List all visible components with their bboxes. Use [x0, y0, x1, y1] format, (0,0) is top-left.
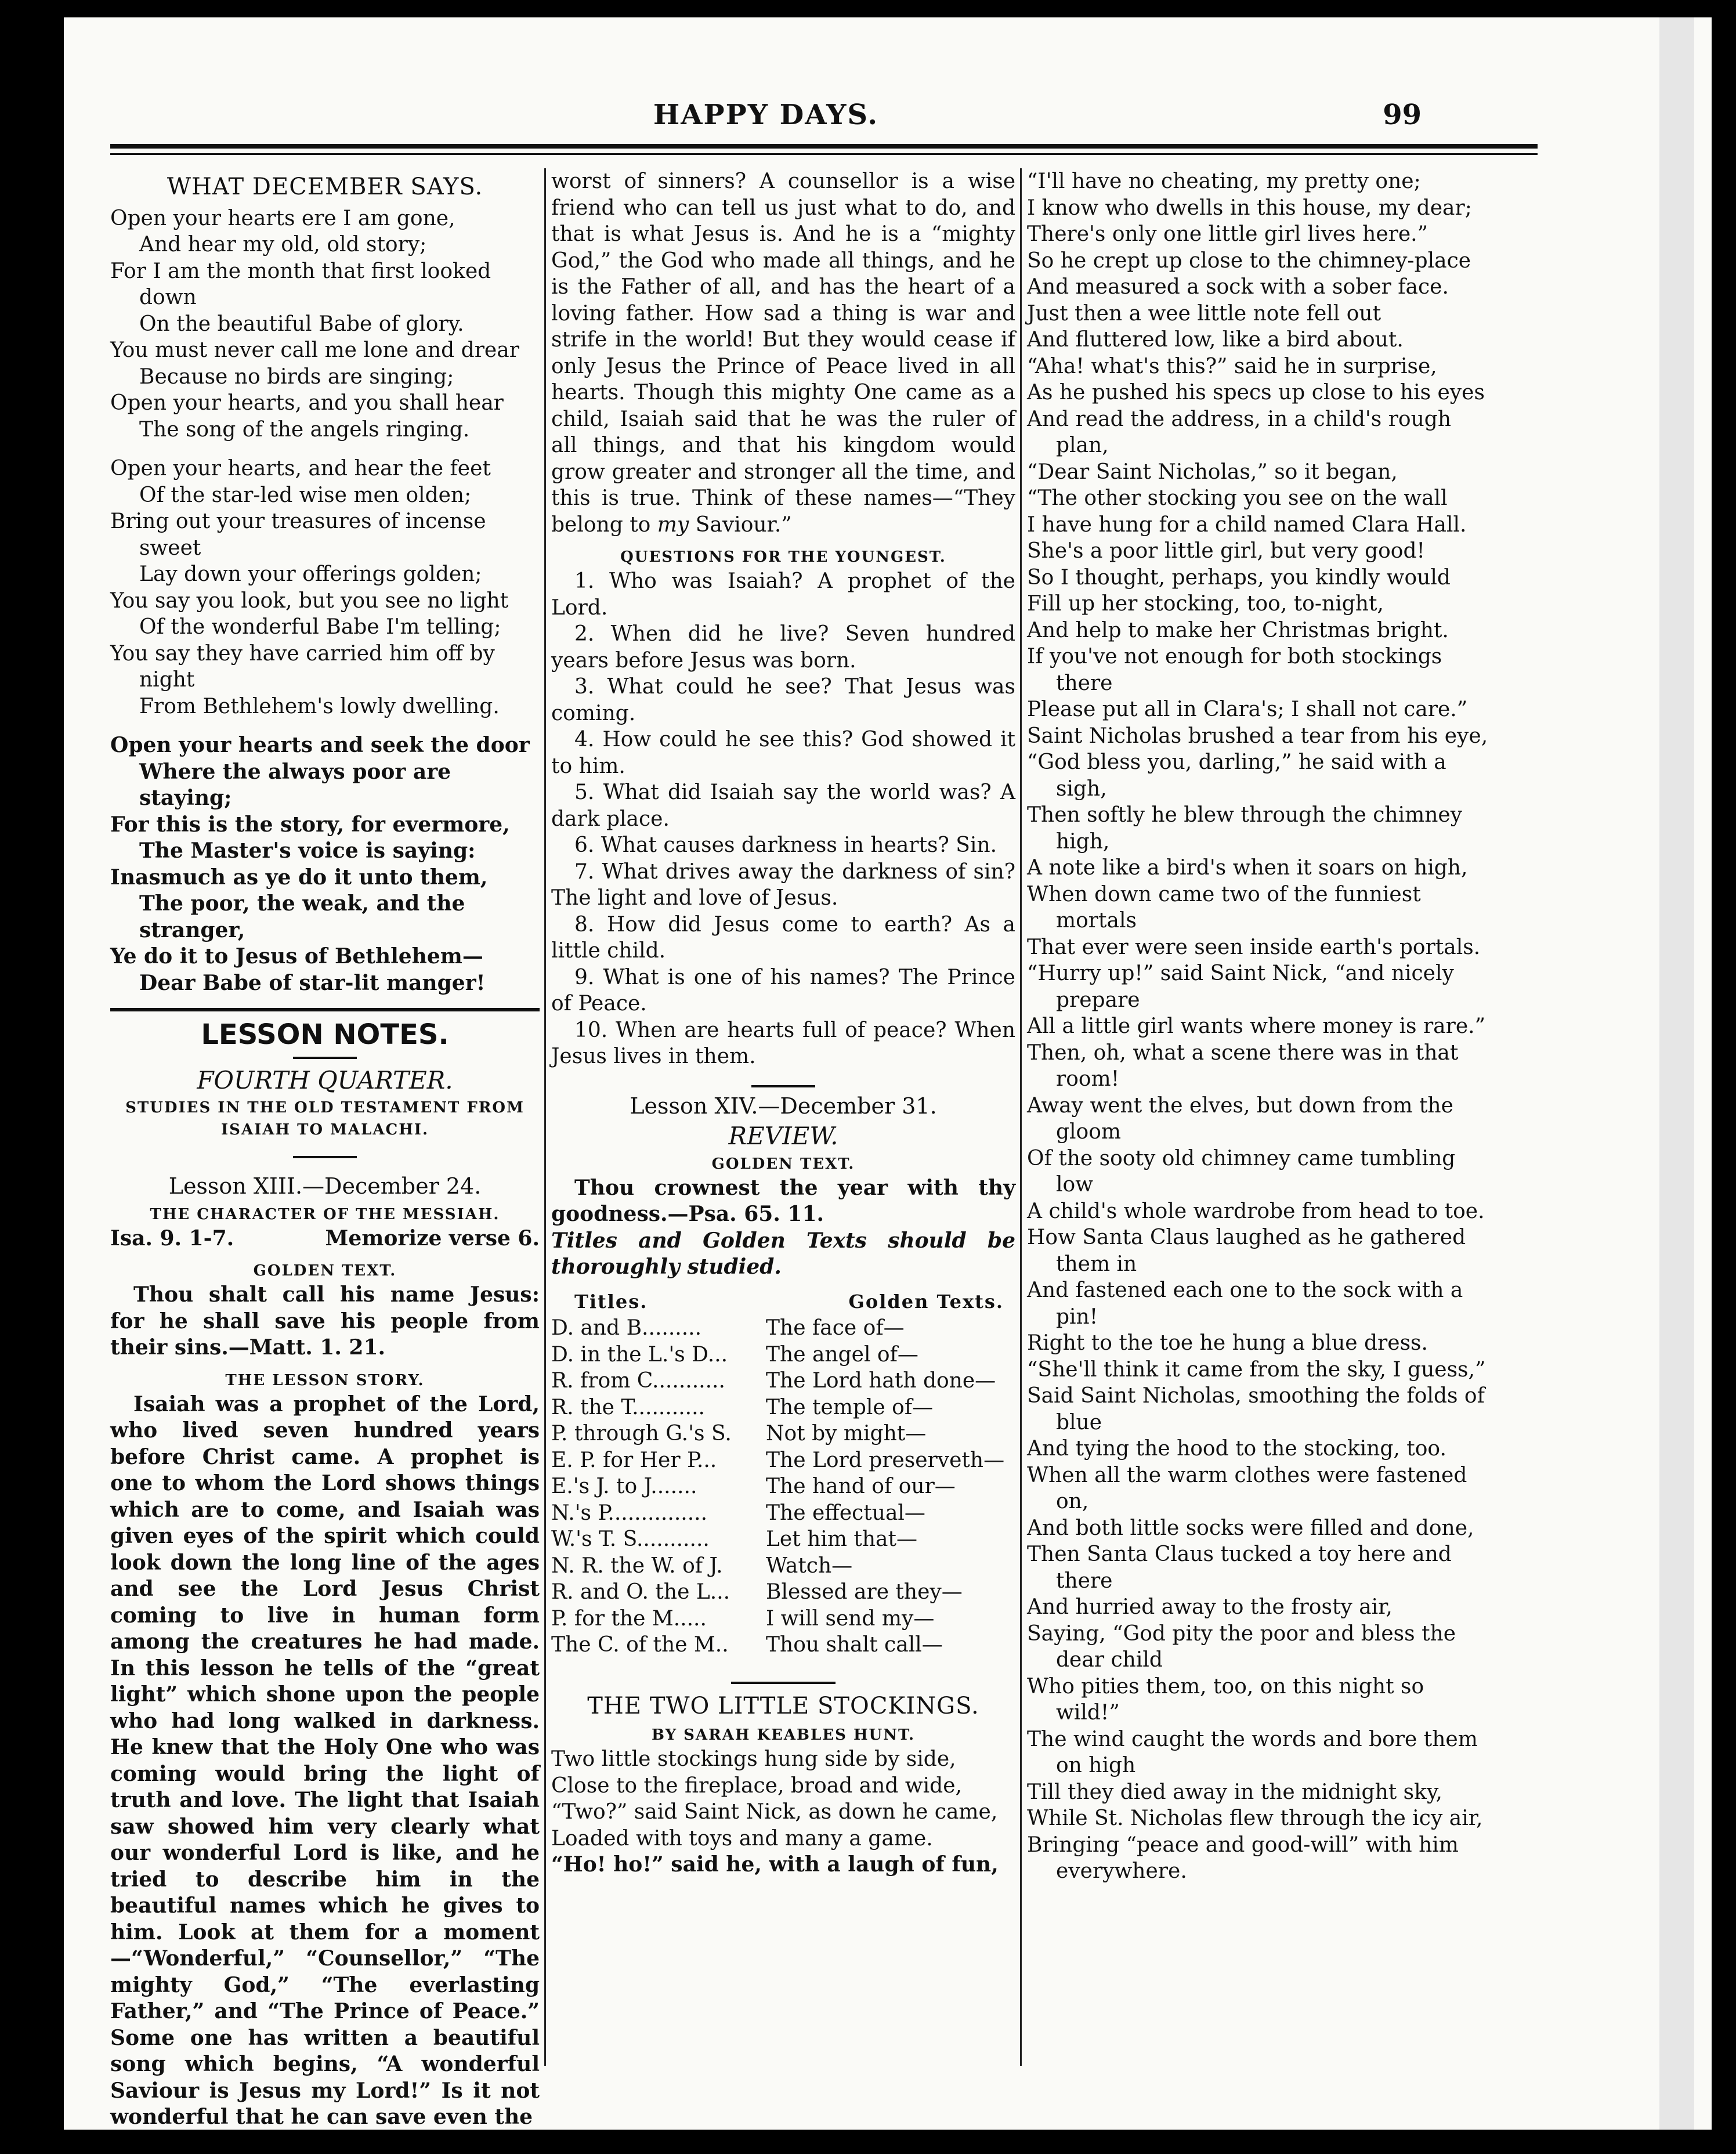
- titles-table-row: [551, 1394, 1015, 1421]
- title-cell: D. in the L.'s D...: [551, 1342, 728, 1367]
- story-cont-italic: my: [657, 512, 689, 537]
- running-title: HAPPY DAYS.: [653, 99, 879, 131]
- question-item: 4. How could he see this? God showed it to him.: [551, 728, 1015, 778]
- poem-line: If you've not enough for both stockings there: [1027, 645, 1442, 695]
- titles-table-row: [551, 1526, 1015, 1553]
- titles-table-head: [551, 1289, 1015, 1315]
- golden-text-cell: The Lord preserveth—: [766, 1448, 1005, 1472]
- poem-line: Lay down your offerings golden;: [139, 562, 482, 586]
- poem-line: Away went the elves, but down from the gloom: [1027, 1093, 1453, 1144]
- story-cont-text: worst of sinners? A counsellor is a wise friend who can tell us just what to do, and that is what Jesus is. And he is a “mighty God,” the God who made all things, and he is the Father of all, and has the heart of a loving father. How sad a thing is war and strife in the world! But they would cease if only Jesus the Prince of Peace lived in all hearts. Though this mighty One came as a child, Isaiah said that he was the ruler of all things, and that his kingdom would grow greater and stronger all the time, and this is true. Think of these names—“They belong to: [551, 169, 1015, 537]
- poem-line: When down came two of the funniest mortals: [1027, 882, 1421, 933]
- study-note: Titles and Golden Texts should be thoroughly studied.: [551, 1228, 1015, 1279]
- poem-line: As he pushed his specs up close to his eyes: [1027, 381, 1485, 404]
- page-edge: [1659, 17, 1694, 2130]
- titles-table-row: [551, 1579, 1015, 1606]
- poem-line: So I thought, perhaps, you kindly would: [1027, 565, 1451, 590]
- poem-line: There's only one little girl lives here.”: [1027, 222, 1428, 246]
- poem-line: Of the star-led wise men olden;: [139, 483, 472, 507]
- poem-line: From Bethlehem's lowly dwelling.: [139, 694, 500, 718]
- titles-table-row: [551, 1632, 1015, 1658]
- question-item: 6. What causes darkness in hearts? Sin.: [574, 833, 997, 857]
- poem-line: Bringing “peace and good-will” with him everywhere.: [1027, 1833, 1459, 1883]
- titles-table-row: [551, 1473, 1015, 1500]
- poem-stanzas: [110, 205, 540, 997]
- poem-line: Dear Babe of star-lit manger!: [139, 970, 486, 995]
- poem-line: I have hung for a child named Clara Hall.: [1027, 512, 1467, 537]
- poem-line: For I am the month that first looked down: [110, 259, 491, 309]
- question-item: 8. How did Jesus come to earth? As a little child.: [551, 912, 1015, 963]
- lesson-subject: THE CHARACTER OF THE MESSIAH.: [150, 1205, 500, 1223]
- title-cell: N.'s P...............: [551, 1501, 708, 1525]
- golden-text-cell: The Lord hath done—: [766, 1369, 996, 1393]
- studies-subtitle: STUDIES IN THE OLD TESTAMENT FROM ISAIAH TO MALACHI.: [125, 1099, 525, 1139]
- title-cell: R. the T...........: [551, 1395, 705, 1419]
- column-divider: [1020, 168, 1022, 2066]
- golden-text-cell: Not by might—: [766, 1422, 927, 1445]
- titles-table-row: [551, 1447, 1015, 1474]
- question-item: 2. When did he live? Seven hundred years before Jesus was born.: [551, 622, 1015, 673]
- questions-list: [551, 568, 1015, 1070]
- poem-line: A child's whole wardrobe from head to toe.: [1027, 1199, 1485, 1223]
- poem-line: Where the always poor are staying;: [139, 759, 451, 810]
- poem-line: Two little stockings hung side by side,: [551, 1747, 956, 1771]
- poem-line: And fluttered low, like a bird about.: [1027, 328, 1404, 352]
- poem-line: Close to the fireplace, broad and wide,: [551, 1773, 962, 1798]
- title-cell: E. P. for Her P...: [551, 1448, 717, 1472]
- poem-line: Bring out your treasures of incense sweet: [110, 509, 486, 560]
- poem-line: And both little socks were filled and done,: [1027, 1516, 1474, 1540]
- poem-line: You say they have carried him off by night: [110, 641, 495, 692]
- golden-text-cell: Let him that—: [766, 1527, 917, 1551]
- question-item: 3. What could he see? That Jesus was coming.: [551, 675, 1015, 725]
- poem-line: She's a poor little girl, but very good!: [1027, 539, 1425, 563]
- poem-line: Ye do it to Jesus of Bethlehem—: [110, 944, 483, 968]
- poem-line: Loaded with toys and many a game.: [551, 1826, 933, 1851]
- poem-line: And fastened each one to the sock with a pin!: [1027, 1278, 1463, 1329]
- golden-text-cell: The effectual—: [766, 1501, 925, 1525]
- poem-line: Open your hearts ere I am gone,: [110, 206, 455, 230]
- poem-line: When all the warm clothes were fastened on,: [1027, 1463, 1467, 1513]
- title-cell: E.'s J. to J.......: [551, 1474, 697, 1498]
- titles-col-head: Titles.: [574, 1290, 648, 1313]
- poem-line: “I'll have no cheating, my pretty one;: [1027, 169, 1421, 193]
- poem-line: Because no birds are singing;: [139, 364, 454, 389]
- short-rule: [293, 1156, 357, 1158]
- golden-text-cell: Watch—: [766, 1553, 853, 1578]
- poem-line: Then Santa Claus tucked a toy here and there: [1027, 1542, 1452, 1593]
- titles-table-row: [551, 1421, 1015, 1447]
- poem-line: “Ho! ho!” said he, with a laugh of fun,: [551, 1852, 999, 1877]
- poem-line: That ever were seen inside earth's portals.: [1027, 935, 1481, 959]
- column-1: [110, 168, 540, 2129]
- lesson-story-label: THE LESSON STORY.: [225, 1371, 425, 1389]
- poem-title: WHAT DECEMBER SAYS.: [167, 174, 483, 200]
- poem-line: All a little girl wants where money is rare.”: [1027, 1014, 1485, 1038]
- title-cell: The C. of the M..: [551, 1633, 729, 1657]
- poem-line: Fill up her stocking, too, to-night,: [1027, 592, 1384, 616]
- poem-line: The Master's voice is saying:: [139, 839, 476, 863]
- column-divider: [544, 168, 546, 2066]
- stanza-gap: [110, 443, 540, 456]
- titles-table-row: [551, 1342, 1015, 1368]
- titles-table-row: [551, 1553, 1015, 1580]
- lesson-notes-title: LESSON NOTES.: [201, 1018, 449, 1051]
- lesson-story: [110, 1392, 540, 2131]
- poem-line: Of the sooty old chimney came tumbling low: [1027, 1146, 1456, 1197]
- poem-line: “Two?” said Saint Nick, as down he came,: [551, 1800, 998, 1824]
- stockings-poem-continued: [1027, 168, 1491, 1885]
- golden-text-cell: I will send my—: [766, 1606, 935, 1631]
- stanza-gap: [110, 720, 540, 732]
- poem-line: Just then a wee little note fell out: [1027, 301, 1381, 326]
- poem-line: Please put all in Clara's; I shall not care.”: [1027, 697, 1468, 721]
- poem-line: Then softly he blew through the chimney high,: [1027, 803, 1463, 854]
- quarter-heading: FOURTH QUARTER.: [197, 1065, 453, 1094]
- title-cell: R. from C...........: [551, 1369, 725, 1393]
- question-item: 10. When are hearts full of peace? When Jesus lives in them.: [551, 1018, 1015, 1068]
- poem-line: Inasmuch as ye do it unto them,: [110, 865, 488, 890]
- poem-line: The wind caught the words and bore them on high: [1027, 1727, 1478, 1777]
- column-2: [551, 168, 1015, 2066]
- titles-table-row: [551, 1500, 1015, 1527]
- poem-line: And hear my old, old story;: [139, 233, 427, 256]
- poem-line: The song of the angels ringing.: [139, 417, 470, 442]
- review-heading: REVIEW.: [728, 1122, 838, 1150]
- poem-line: A note like a bird's when it soars on high,: [1027, 856, 1468, 880]
- poem-line: “God bless you, darling,” he said with a sigh,: [1027, 750, 1446, 801]
- golden-text-cell: The hand of our—: [766, 1474, 956, 1498]
- poem-line: “The other stocking you see on the wall: [1027, 486, 1448, 510]
- titles-table: [551, 1315, 1015, 1658]
- poem-line: “Aha! what's this?” said he in surprise,: [1027, 354, 1437, 378]
- page-number: 99: [1383, 99, 1422, 131]
- lesson-story-text: Isaiah was a prophet of the Lord, who lived seven hundred years before Christ came. A prophet is one to whom the Lord shows things which are to come, and Isaiah was given eyes of the spirit which could look down the long line of the ages and see the Lord Jesus Christ coming to live in human form among the creatures he had made. In this lesson he tells of the “great light” which shone upon the people who had long walked in darkness. He knew that the Holy One who was coming would bring the light of truth and love. The light that Isaiah saw showed him very clearly what our wonderful Lord is like, and he tried to describe him in the beautiful names which he gives to him. Look at them for a moment—“Wonderful,” “Counsellor,” “The mighty God,” “The everlasting Father,” and “The Prince of Peace.” Some one has written a beautiful song which begins, “A wonderful Saviour is Jesus my Lord!” Is: [110, 1392, 540, 2103]
- short-rule: [731, 1682, 836, 1684]
- poem-line: Right to the toe he hung a blue dress.: [1027, 1331, 1428, 1355]
- short-rule: [293, 1057, 357, 1059]
- golden-text: Thou shalt call his name Jesus: for he shall save his people from their sins.—Matt. 1. 21.: [110, 1282, 540, 1360]
- poem-line: Till they died away in the midnight sky,: [1027, 1780, 1442, 1804]
- poem-line: You say you look, but you see no light: [110, 588, 509, 613]
- scripture-ref: Isa. 9. 1-7.: [110, 1226, 234, 1251]
- header-rule-thick: [110, 144, 1538, 149]
- poem-line: Open your hearts and seek the door: [110, 733, 530, 757]
- poem-line: Saint Nicholas brushed a tear from his eye,: [1027, 724, 1488, 748]
- title-cell: D. and B.........: [551, 1316, 702, 1340]
- title-cell: P. for the M.....: [551, 1606, 707, 1631]
- poem-line: You must never call me lone and drear: [110, 338, 519, 362]
- question-item: 1. Who was Isaiah? A prophet of the Lord.: [551, 569, 1015, 620]
- poem-line: Open your hearts, and hear the feet: [110, 457, 491, 480]
- golden-text-cell: Thou shalt call—: [766, 1633, 943, 1657]
- question-item: 9. What is one of his names? The Prince of Peace.: [551, 965, 1015, 1015]
- poem-line: And measured a sock with a sober face.: [1027, 275, 1449, 299]
- lesson-story-bold: it not wonderful that he can save even the: [110, 2078, 540, 2129]
- column-3: [1027, 168, 1491, 2066]
- poem-line: And help to make her Christmas bright.: [1027, 618, 1449, 642]
- question-item: 7. What drives away the darkness of sin? The light and love of Jesus.: [551, 859, 1015, 910]
- poem-line: The poor, the weak, and the stranger,: [139, 891, 465, 942]
- short-rule: [751, 1085, 815, 1087]
- poem-line: On the beautiful Babe of glory.: [139, 312, 464, 336]
- title-cell: W.'s T. S...........: [551, 1527, 710, 1551]
- golden-text-label-2: GOLDEN TEXT.: [711, 1155, 855, 1173]
- poem-line: How Santa Claus laughed as he gathered them in: [1027, 1226, 1466, 1276]
- golden-text-cell: Blessed are they—: [766, 1580, 963, 1604]
- poem-line: I know who dwells in this house, my dear;: [1027, 196, 1472, 220]
- story-cont-end: Saviour.”: [689, 512, 792, 537]
- golden-texts-col-head: Golden Texts.: [848, 1290, 1004, 1313]
- title-cell: R. and O. the L...: [551, 1580, 730, 1604]
- poem-line: Who pities them, too, on this night so wild!”: [1027, 1674, 1424, 1725]
- stockings-title: THE TWO LITTLE STOCKINGS.: [587, 1692, 979, 1719]
- poem-line: Then, oh, what a scene there was in that room!: [1027, 1040, 1459, 1091]
- poem-line: So he crept up close to the chimney-place: [1027, 248, 1471, 273]
- title-cell: N. R. the W. of J.: [551, 1553, 723, 1578]
- poem-line: Open your hearts, and you shall hear: [110, 391, 504, 415]
- lesson-story-continued: [551, 168, 1015, 538]
- poem-line: And read the address, in a child's rough plan,: [1027, 407, 1452, 457]
- poem-line: Of the wonderful Babe I'm telling;: [139, 615, 501, 639]
- poem-line: Said Saint Nicholas, smoothing the folds of blue: [1027, 1384, 1485, 1434]
- titles-table-row: [551, 1315, 1015, 1342]
- poem-line: Saying, “God pity the poor and bless the dear child: [1027, 1621, 1456, 1672]
- poem-line: For this is the story, for evermore,: [110, 812, 510, 837]
- poem-line: And tying the hood to the stocking, too.: [1027, 1437, 1446, 1461]
- golden-text-2: Thou crownest the year with thy goodness.—Psa. 65. 11.: [551, 1175, 1015, 1226]
- memorize-verse: Memorize verse 6.: [325, 1226, 540, 1251]
- lesson-heading: Lesson XIII.—December 24.: [168, 1173, 482, 1199]
- header-rule-thin: [110, 153, 1538, 155]
- lesson14-heading: Lesson XIV.—December 31.: [630, 1093, 937, 1119]
- stockings-author: BY SARAH KEABLES HUNT.: [651, 1726, 916, 1744]
- page-header: [110, 93, 1422, 133]
- golden-text-cell: The angel of—: [766, 1342, 918, 1367]
- question-item: 5. What did Isaiah say the world was? A dark place.: [551, 780, 1015, 831]
- golden-text-cell: The temple of—: [766, 1395, 934, 1419]
- section-rule: [110, 1008, 540, 1011]
- poem-line: While St. Nicholas flew through the icy air,: [1027, 1806, 1483, 1830]
- golden-text-cell: The face of—: [766, 1316, 905, 1340]
- titles-table-row: [551, 1368, 1015, 1394]
- questions-label: QUESTIONS FOR THE YOUNGEST.: [620, 548, 946, 566]
- poem-line: And hurried away to the frosty air,: [1027, 1595, 1393, 1619]
- poem-line: “She'll think it came from the sky, I guess,”: [1027, 1357, 1486, 1382]
- scripture-line: [110, 1226, 540, 1252]
- poem-line: “Dear Saint Nicholas,” so it began,: [1027, 460, 1398, 484]
- stockings-poem-start: [551, 1746, 1015, 1878]
- title-cell: P. through G.'s S.: [551, 1422, 732, 1445]
- golden-text-label: GOLDEN TEXT.: [253, 1262, 397, 1280]
- titles-table-row: [551, 1606, 1015, 1632]
- poem-line: “Hurry up!” said Saint Nick, “and nicely prepare: [1027, 962, 1454, 1012]
